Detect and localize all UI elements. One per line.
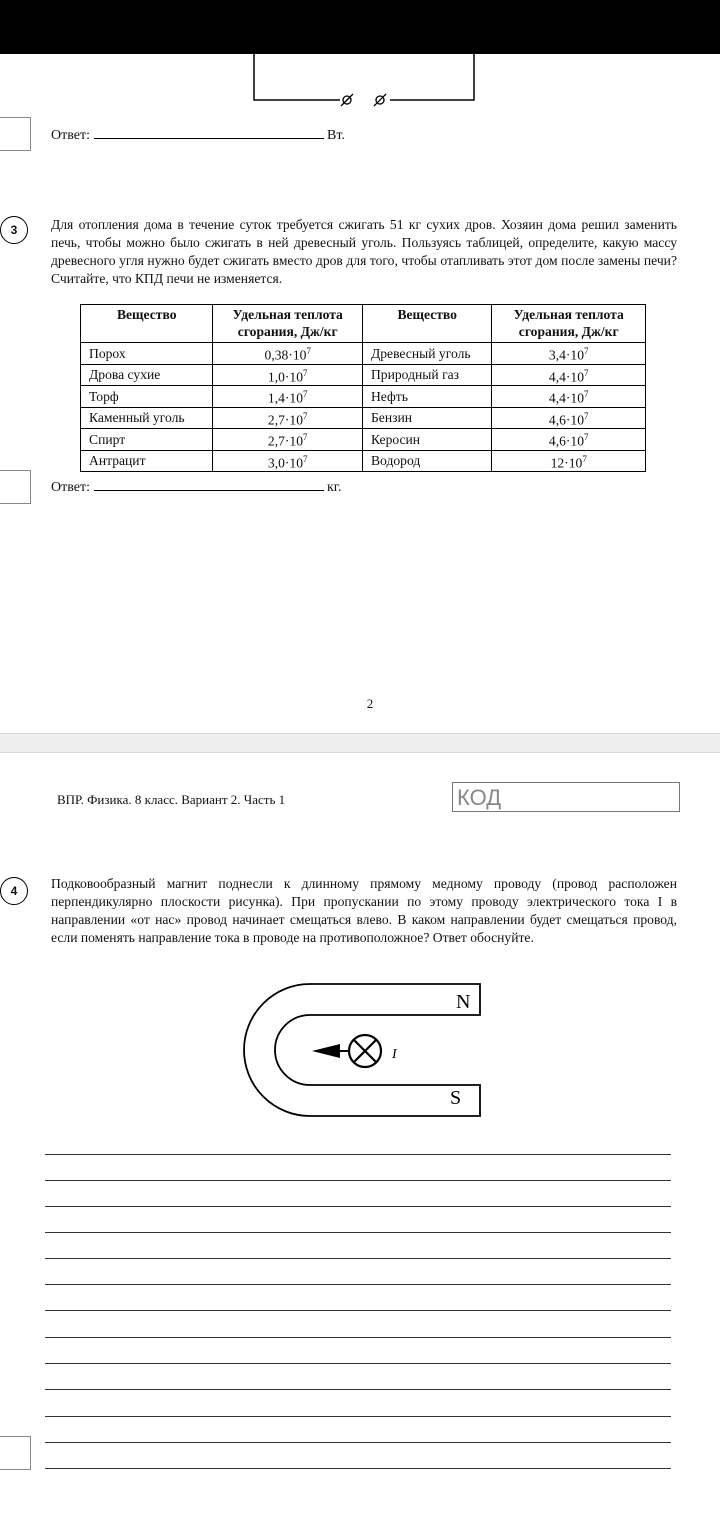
answer-line[interactable] bbox=[45, 1310, 671, 1311]
answer-line[interactable] bbox=[45, 1284, 671, 1285]
q2-answer-label: Ответ: bbox=[51, 128, 90, 143]
q2-answer-unit: Вт. bbox=[326, 128, 345, 143]
page-number: 2 bbox=[366, 696, 374, 711]
table-row bbox=[81, 386, 646, 408]
cell-substance: Природный газ bbox=[362, 364, 491, 386]
q2-answer-line[interactable] bbox=[94, 126, 324, 139]
cell-value: $4,6\cdot 10^7$ bbox=[492, 407, 646, 429]
answer-line[interactable] bbox=[45, 1389, 671, 1390]
fuel-table bbox=[80, 304, 646, 472]
cell-value: $3,4\cdot 10^7$ bbox=[492, 343, 646, 365]
q4-score-box[interactable] bbox=[0, 1436, 31, 1470]
q3-text: Для отопления дома в течение суток требуется сжигать 51 кг сухих дров. Хозяин дома решил заменить печь, чтобы можно было сжигать в ней древесный уголь. Пользуясь таблицей, определите, какую массу древесного угля нужно будет сжигать вместо дров для того, чтобы отапливать этот дом после замены печи? Считайте, что КПД печи не изменяется. bbox=[51, 217, 677, 286]
cell-substance: Нефть bbox=[362, 386, 491, 408]
answer-line[interactable] bbox=[45, 1232, 671, 1233]
cell-substance: Бензин bbox=[362, 407, 491, 429]
table-row bbox=[81, 343, 646, 365]
q3-score-box[interactable] bbox=[0, 470, 31, 504]
page-header-title: ВПР. Физика. 8 класс. Вариант 2. Часть 1 bbox=[57, 792, 286, 807]
q3-number: 3 bbox=[10, 223, 18, 237]
cell-substance: Спирт bbox=[81, 429, 213, 451]
horseshoe-magnet-figure bbox=[240, 980, 490, 1125]
current-label: I bbox=[392, 1047, 397, 1062]
q3-number-badge bbox=[0, 216, 28, 244]
cell-substance: Керосин bbox=[362, 429, 491, 451]
answer-line[interactable] bbox=[45, 1337, 671, 1338]
table-header-row bbox=[81, 305, 646, 343]
answer-line[interactable] bbox=[45, 1363, 671, 1364]
cell-value: $2,7\cdot 10^7$ bbox=[213, 429, 363, 451]
table-row bbox=[81, 407, 646, 429]
q4-number-badge bbox=[0, 877, 28, 905]
circuit-diagram-fragment bbox=[240, 54, 490, 110]
cell-value: $3,0\cdot 10^7$ bbox=[213, 450, 363, 472]
page-separator bbox=[0, 733, 720, 753]
header-heat-1: Удельная теплота сгорания, Дж/кг bbox=[213, 305, 363, 343]
answer-line[interactable] bbox=[45, 1258, 671, 1259]
cell-value: $4,4\cdot 10^7$ bbox=[492, 386, 646, 408]
header-substance-2: Вещество bbox=[362, 305, 491, 343]
q2-score-box[interactable] bbox=[0, 117, 31, 151]
cell-substance: Антрацит bbox=[81, 450, 213, 472]
cell-value: $4,4\cdot 10^7$ bbox=[492, 364, 646, 386]
force-arrow-icon bbox=[312, 1044, 340, 1058]
cell-substance: Каменный уголь bbox=[81, 407, 213, 429]
cell-substance: Древесный уголь bbox=[362, 343, 491, 365]
q3-answer-line[interactable] bbox=[94, 478, 324, 491]
answer-line[interactable] bbox=[45, 1416, 671, 1417]
answer-line[interactable] bbox=[45, 1468, 671, 1469]
answer-line[interactable] bbox=[45, 1206, 671, 1207]
cell-substance: Водород bbox=[362, 450, 491, 472]
top-black-bar bbox=[0, 0, 720, 54]
cell-value: $4,6\cdot 10^7$ bbox=[492, 429, 646, 451]
q3-answer-label: Ответ: bbox=[51, 480, 90, 495]
cell-value: $1,4\cdot 10^7$ bbox=[213, 386, 363, 408]
q2-answer-row bbox=[51, 126, 345, 144]
header-heat-2: Удельная теплота сгорания, Дж/кг bbox=[492, 305, 646, 343]
cell-value: $1,0\cdot 10^7$ bbox=[213, 364, 363, 386]
q4-text: Подковообразный магнит поднесли к длинному прямому медному проводу (провод расположен перпендикулярно плоскости рисунка). При пропускании по этому проводу электрического тока I в направлении «от нас» провод начинает смещаться влево. В каком направлении будет смещаться провод, если поменять направление тока в проводе на противоположное? Ответ обоснуйте. bbox=[51, 876, 677, 945]
answer-line[interactable] bbox=[45, 1154, 671, 1155]
cell-substance: Дрова сухие bbox=[81, 364, 213, 386]
table-row bbox=[81, 450, 646, 472]
cell-value: $0,38\cdot 10^7$ bbox=[213, 343, 363, 365]
answer-line[interactable] bbox=[45, 1180, 671, 1181]
pole-south-label: S bbox=[450, 1087, 462, 1109]
cell-value: $2,7\cdot 10^7$ bbox=[213, 407, 363, 429]
pole-north-label: N bbox=[456, 991, 471, 1013]
q4-number: 4 bbox=[10, 884, 18, 898]
cell-value: $12\cdot 10^7$ bbox=[492, 450, 646, 472]
code-field[interactable]: КОД bbox=[452, 782, 680, 812]
cell-substance: Порох bbox=[81, 343, 213, 365]
table-row bbox=[81, 429, 646, 451]
q3-answer-unit: кг. bbox=[326, 480, 342, 495]
cell-substance: Торф bbox=[81, 386, 213, 408]
header-substance-1: Вещество bbox=[81, 305, 213, 343]
q3-answer-row bbox=[51, 478, 341, 496]
answer-line[interactable] bbox=[45, 1442, 671, 1443]
table-row bbox=[81, 364, 646, 386]
